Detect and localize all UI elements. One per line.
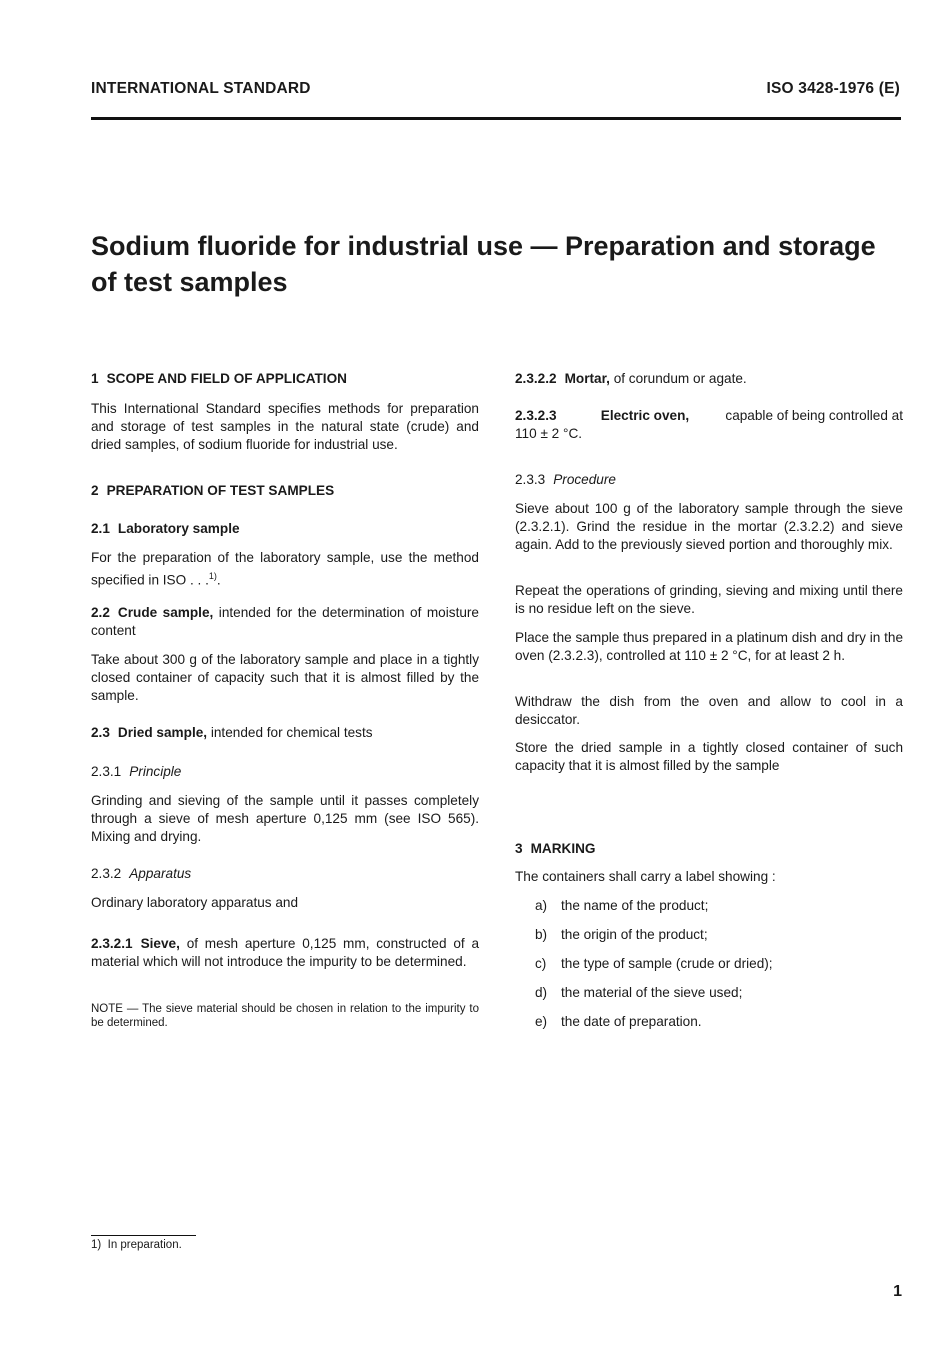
section-number: 2.3.3	[515, 472, 546, 487]
section-title: SCOPE AND FIELD OF APPLICATION	[106, 371, 347, 386]
section-title: Crude sample,	[117, 605, 214, 620]
procedure-paragraph-3: Place the sample thus prepared in a platinum dish and dry in the oven (2.3.2.3), controlled at 110 ± 2 °C, for at least 2 h.	[515, 630, 903, 663]
section-title: Mortar,	[564, 371, 610, 386]
list-item-label: a)	[535, 898, 548, 913]
section-number: 2.1	[91, 521, 110, 536]
title-line-1: Sodium fluoride for industrial use — Preparation and storage	[91, 231, 876, 261]
page-number: 1	[893, 1283, 902, 1300]
section-body: of mesh aperture 0,125 mm, constructed of a material which will not introduce the impurity to be determined.	[91, 936, 479, 969]
section-number: 2.3.2.2	[515, 371, 557, 386]
document-title	[91, 228, 911, 300]
section-number: 2	[91, 483, 99, 498]
section-2-3-2-text: Ordinary laboratory apparatus and	[91, 895, 299, 910]
section-2-3-2-3-line-2: 110 ± 2 °C.	[515, 426, 583, 441]
section-body: of corundum or agate.	[613, 371, 747, 386]
section-title: Principle	[129, 764, 182, 779]
list-item-label: b)	[535, 927, 548, 942]
section-2-3-3-heading	[515, 471, 903, 489]
section-2-3-2-2-text	[515, 370, 903, 388]
title-line-2: of test samples	[91, 267, 288, 297]
section-1-text: This International Standard specifies methods for preparation and storage of test samples in the natural state (crude) and dried samples, of sodium fluoride for industrial use.	[91, 401, 479, 452]
section-title: PREPARATION OF TEST SAMPLES	[106, 483, 335, 498]
section-title: Electric oven,	[600, 408, 690, 423]
list-item-text: the name of the product;	[561, 898, 709, 913]
section-number: 2.3.2	[91, 866, 122, 881]
section-body: capable of being controlled at	[725, 408, 903, 423]
footnote-text: In preparation.	[107, 1239, 182, 1251]
list-item-text: the material of the sieve used;	[561, 985, 743, 1000]
header-rule	[91, 117, 901, 120]
section-2-heading	[91, 482, 479, 500]
list-item-text: the date of preparation.	[561, 1014, 702, 1029]
section-title: Dried sample,	[117, 725, 208, 740]
procedure-paragraph-1: Sieve about 100 g of the laboratory sample through the sieve (2.3.2.1). Grind the residue in the mortar (2.3.2.2) and sieve again. Add to the previously sieved portion and thoroughly mix.	[515, 501, 903, 552]
section-title: Apparatus	[129, 866, 192, 881]
section-2-3-1-heading	[91, 763, 479, 781]
sieve-note: NOTE — The sieve material should be chosen in relation to the impurity to be determined.	[91, 1003, 479, 1029]
list-item-label: e)	[535, 1014, 548, 1029]
list-item-label: d)	[535, 985, 548, 1000]
section-title: Procedure	[553, 472, 616, 487]
section-title: Laboratory sample	[117, 521, 240, 536]
footnote	[91, 1239, 182, 1251]
section-2-2-text: Take about 300 g of the laboratory sample and place in a tightly closed container of capacity such that it is almost filled by the sample.	[91, 652, 479, 703]
list-item-label: c)	[535, 956, 547, 971]
section-1-heading	[91, 370, 479, 388]
section-3-heading	[515, 840, 903, 858]
section-2-1-body: For the preparation of the laboratory sample, use the method specified in ISO . . .	[91, 550, 479, 588]
list-item	[535, 984, 742, 1002]
section-2-3-2-1-text	[91, 935, 479, 971]
list-item-text: the type of sample (crude or dried);	[561, 956, 773, 971]
section-title: MARKING	[530, 841, 596, 856]
list-item-text: the origin of the product;	[561, 927, 708, 942]
section-number: 2.3	[91, 725, 110, 740]
section-subtitle: intended for chemical tests	[210, 725, 373, 740]
section-number: 2.2	[91, 605, 110, 620]
section-2-1-heading	[91, 520, 479, 538]
list-item	[535, 1013, 702, 1031]
marking-intro: The containers shall carry a label showing :	[515, 869, 776, 884]
section-2-3-1-text: Grinding and sieving of the sample until it passes completely through a sieve of mesh aperture 0,125 mm (see ISO 565). Mixing and drying.	[91, 793, 479, 844]
section-number: 2.3.2.3	[515, 408, 557, 423]
section-number: 3	[515, 841, 523, 856]
footnote-rule	[91, 1235, 196, 1236]
footnote-mark: 1)	[91, 1239, 102, 1251]
footnote-reference: 1)	[208, 571, 217, 581]
section-subtitle: intended for the determination of moisture content	[91, 605, 479, 638]
section-2-1-text: For the preparation of the laboratory sample, use the method specified in ISO . . .$^{1)}$.	[91, 550, 479, 588]
header-standard-label: INTERNATIONAL STANDARD	[91, 80, 311, 97]
section-2-2-heading	[91, 604, 479, 640]
list-item	[535, 926, 708, 944]
procedure-paragraph-2: Repeat the operations of grinding, sieving and mixing until there is no residue left on the sieve.	[515, 583, 903, 616]
section-title: Sieve,	[140, 936, 180, 951]
section-2-3-heading	[91, 724, 479, 742]
section-2-3-2-3-line-1	[515, 407, 903, 425]
procedure-paragraph-5: Store the dried sample in a tightly closed container of such capacity that it is almost filled by the sample	[515, 740, 903, 773]
list-item	[535, 897, 708, 915]
section-number: 2.3.1	[91, 764, 122, 779]
section-number: 2.3.2.1	[91, 936, 133, 951]
list-item	[535, 955, 773, 973]
section-2-3-2-heading	[91, 865, 479, 883]
section-number: 1	[91, 371, 99, 386]
header-document-id: ISO 3428-1976 (E)	[766, 80, 900, 97]
procedure-paragraph-4: Withdraw the dish from the oven and allow to cool in a desiccator.	[515, 694, 903, 727]
